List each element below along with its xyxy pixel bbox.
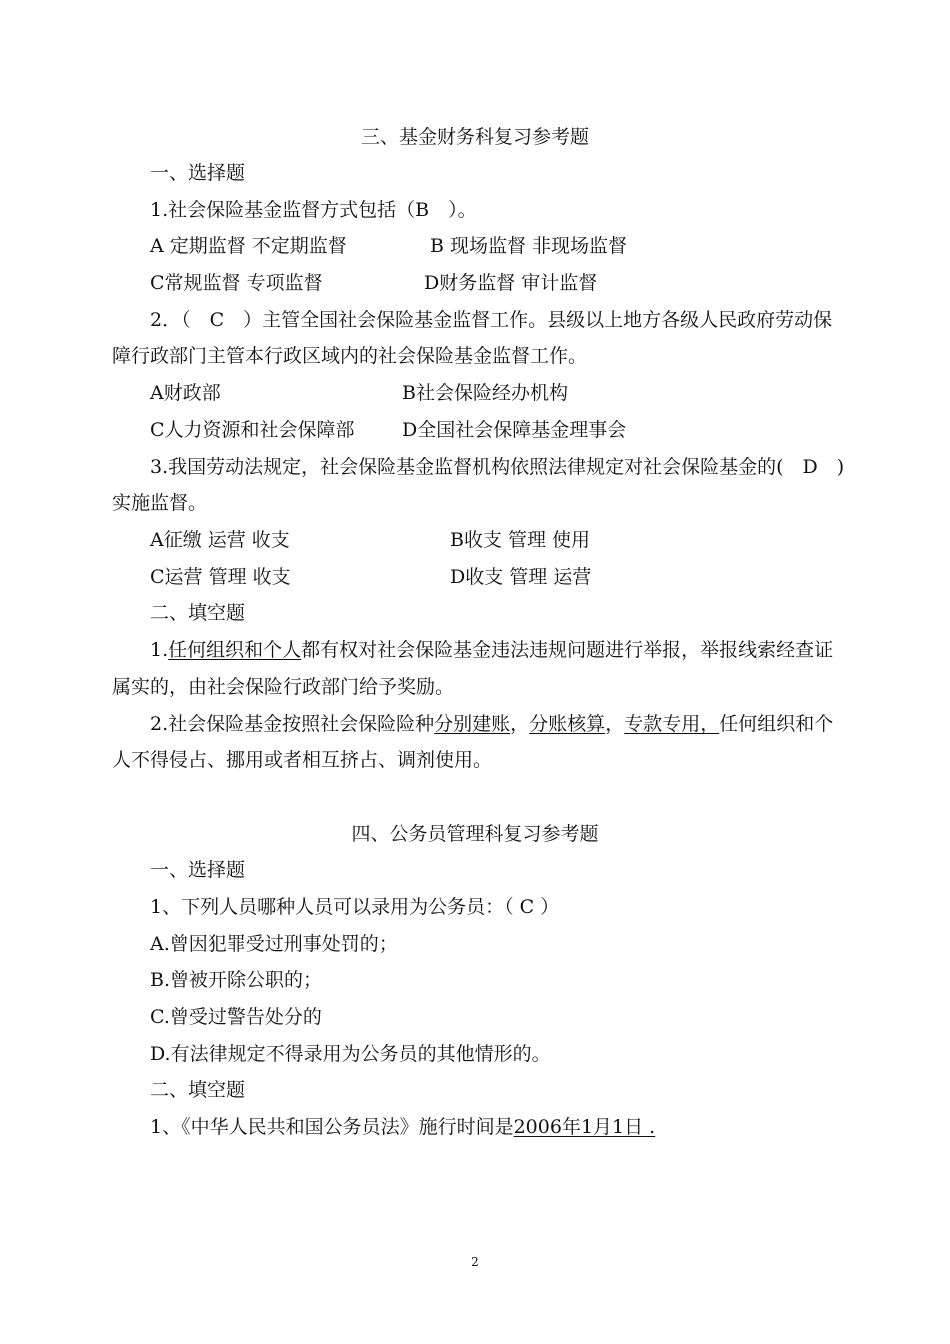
s4-q1-option-a: A.曾因犯罪受过刑事处罚的； [150,933,398,955]
section3-fill-heading: 二、填空题 [150,602,246,624]
s3-fill2-prefix: 2.社会保险基金按照社会保险险种 [150,713,435,735]
s3-q2-option-c: C人力资源和社会保障部 [150,419,355,441]
s3-q3-stem-line2: 实施监督。 [112,492,208,514]
s4-q1-option-b: B.曾被开除公职的； [150,969,323,991]
s3-fill2-line1 [150,712,833,736]
s3-q3-option-b: B收支 管理 使用 [450,529,591,551]
section4-mc-heading: 一、选择题 [150,859,246,881]
s3-fill2-line2: 人不得侵占、挪用或者相互挤占、调剂使用。 [112,749,493,771]
s3-q1-option-c: C常规监督 专项监督 [150,272,323,294]
s3-fill1-answer: 任何组织和个人 [168,639,302,661]
s3-q1-option-b: B 现场监督 非现场监督 [430,235,628,257]
s3-fill2-answer2: 分账核算 [529,713,606,735]
s3-fill2-sep2: ， [605,713,625,735]
section3-mc-heading: 一、选择题 [150,162,246,184]
s3-fill2-sep1: ， [510,713,530,735]
section4-title: 四、公务员管理科复习参考题 [351,823,599,845]
s4-q1-option-c: C.曾受过警告处分的 [150,1006,322,1028]
s3-q1-option-d: D财务监督 审计监督 [424,272,598,294]
s4-fill1-line [150,1115,655,1139]
s3-fill1-prefix: 1. [150,639,169,661]
s4-fill1-answer: 2006年1月1日 . [513,1116,656,1138]
s3-q3-option-c: C运营 管理 收支 [150,566,291,588]
s3-q1-stem: 1.社会保险基金监督方式包括（B ）。 [150,199,477,221]
section4-fill-heading: 二、填空题 [150,1079,246,1101]
s3-fill2-rest: 任何组织和个 [719,713,834,735]
s3-q3-option-a: A征缴 运营 收支 [150,529,290,551]
s3-fill1-rest: 都有权对社会保险基金违法违规问题进行举报，举报线索经查证 [301,639,834,661]
page-number: 2 [471,1255,479,1269]
s3-q2-stem-line2: 障行政部门主管本行政区域内的社会保险基金监督工作。 [112,345,588,367]
s3-q1-option-a: A 定期监督 不定期监督 [150,235,347,257]
s3-fill1-line1 [150,638,833,662]
s3-q2-stem-line1: 2．（ C ）主管全国社会保险基金监督工作。县级以上地方各级人民政府劳动保 [150,309,833,331]
s3-fill2-answer1: 分别建账 [434,713,511,735]
s4-q1-option-d: D.有法律规定不得录用为公务员的其他情形的。 [150,1043,551,1065]
s3-q3-option-d: D收支 管理 运营 [450,566,592,588]
s3-q3-stem-line1: 3.我国劳动法规定，社会保险基金监督机构依照法律规定对社会保险基金的( D ) [150,456,845,478]
s4-q1-stem: 1、下列人员哪种人员可以录用为公务员：（ C ） [150,896,560,918]
s3-q2-option-b: B社会保险经办机构 [402,382,568,404]
s3-fill2-answer3: 专款专用， [624,713,720,735]
section3-title: 三、基金财务科复习参考题 [360,126,589,148]
s3-q2-option-d: D全国社会保障基金理事会 [402,419,627,441]
s3-q2-option-a: A财政部 [150,382,221,404]
s3-fill1-line2: 属实的，由社会保险行政部门给予奖励。 [112,676,455,698]
s4-fill1-prefix: 1、《中华人民共和国公务员法》施行时间是 [150,1116,514,1138]
